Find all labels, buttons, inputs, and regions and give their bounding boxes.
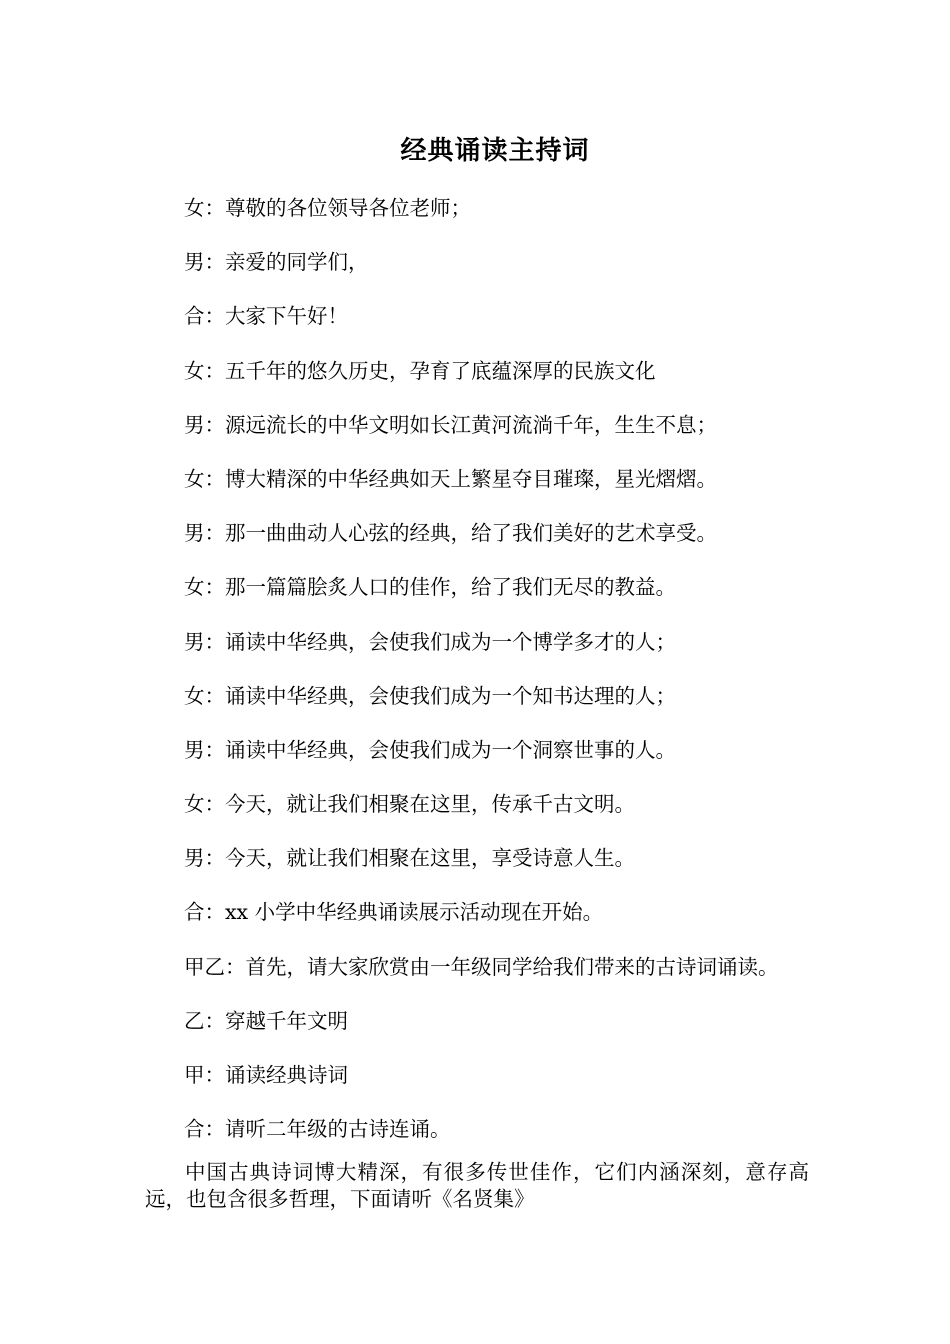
dialogue-line: 女：五千年的悠久历史，孕育了底蕴深厚的民族文化	[184, 358, 656, 383]
dialogue-line: 男：亲爱的同学们，	[184, 250, 369, 275]
dialogue-line: 合：大家下午好！	[184, 304, 348, 329]
body-paragraph: 中国古典诗词博大精深，有很多传世佳作，它们内涵深刻，意存高远，也包含很多哲理，下面请听《名贤集》	[145, 1160, 809, 1211]
dialogue-line: 甲乙：首先，请大家欣赏由一年级同学给我们带来的古诗词诵读。	[184, 954, 779, 979]
dialogue-line: 合：xx 小学中华经典诵读展示活动现在开始。	[184, 900, 604, 925]
dialogue-lines	[184, 191, 824, 1166]
dialogue-line: 男：诵读中华经典，会使我们成为一个博学多才的人；	[184, 629, 676, 654]
dialogue-line: 合：请听二年级的古诗连诵。	[184, 1117, 451, 1142]
dialogue-line: 男：那一曲曲动人心弦的经典，给了我们美好的艺术享受。	[184, 521, 717, 546]
dialogue-line: 乙：穿越千年文明	[184, 1008, 348, 1033]
dialogue-line: 女：博大精深的中华经典如天上繁星夺目璀璨，星光熠熠。	[184, 466, 717, 491]
dialogue-line: 女：尊敬的各位领导各位老师；	[184, 196, 471, 220]
dialogue-line: 男：诵读中华经典，会使我们成为一个洞察世事的人。	[184, 737, 676, 762]
dialogue-line: 女：诵读中华经典，会使我们成为一个知书达理的人；	[184, 683, 676, 708]
dialogue-line: 男：源远流长的中华文明如长江黄河流淌千年，生生不息；	[184, 412, 717, 437]
document-title: 经典诵读主持词	[400, 136, 590, 166]
dialogue-line: 女：那一篇篇脍炙人口的佳作，给了我们无尽的教益。	[184, 575, 676, 600]
dialogue-line: 甲：诵读经典诗词	[184, 1063, 348, 1087]
dialogue-line: 女：今天，就让我们相聚在这里，传承千古文明。	[184, 792, 635, 817]
dialogue-line: 男：今天，就让我们相聚在这里，享受诗意人生。	[184, 846, 635, 871]
